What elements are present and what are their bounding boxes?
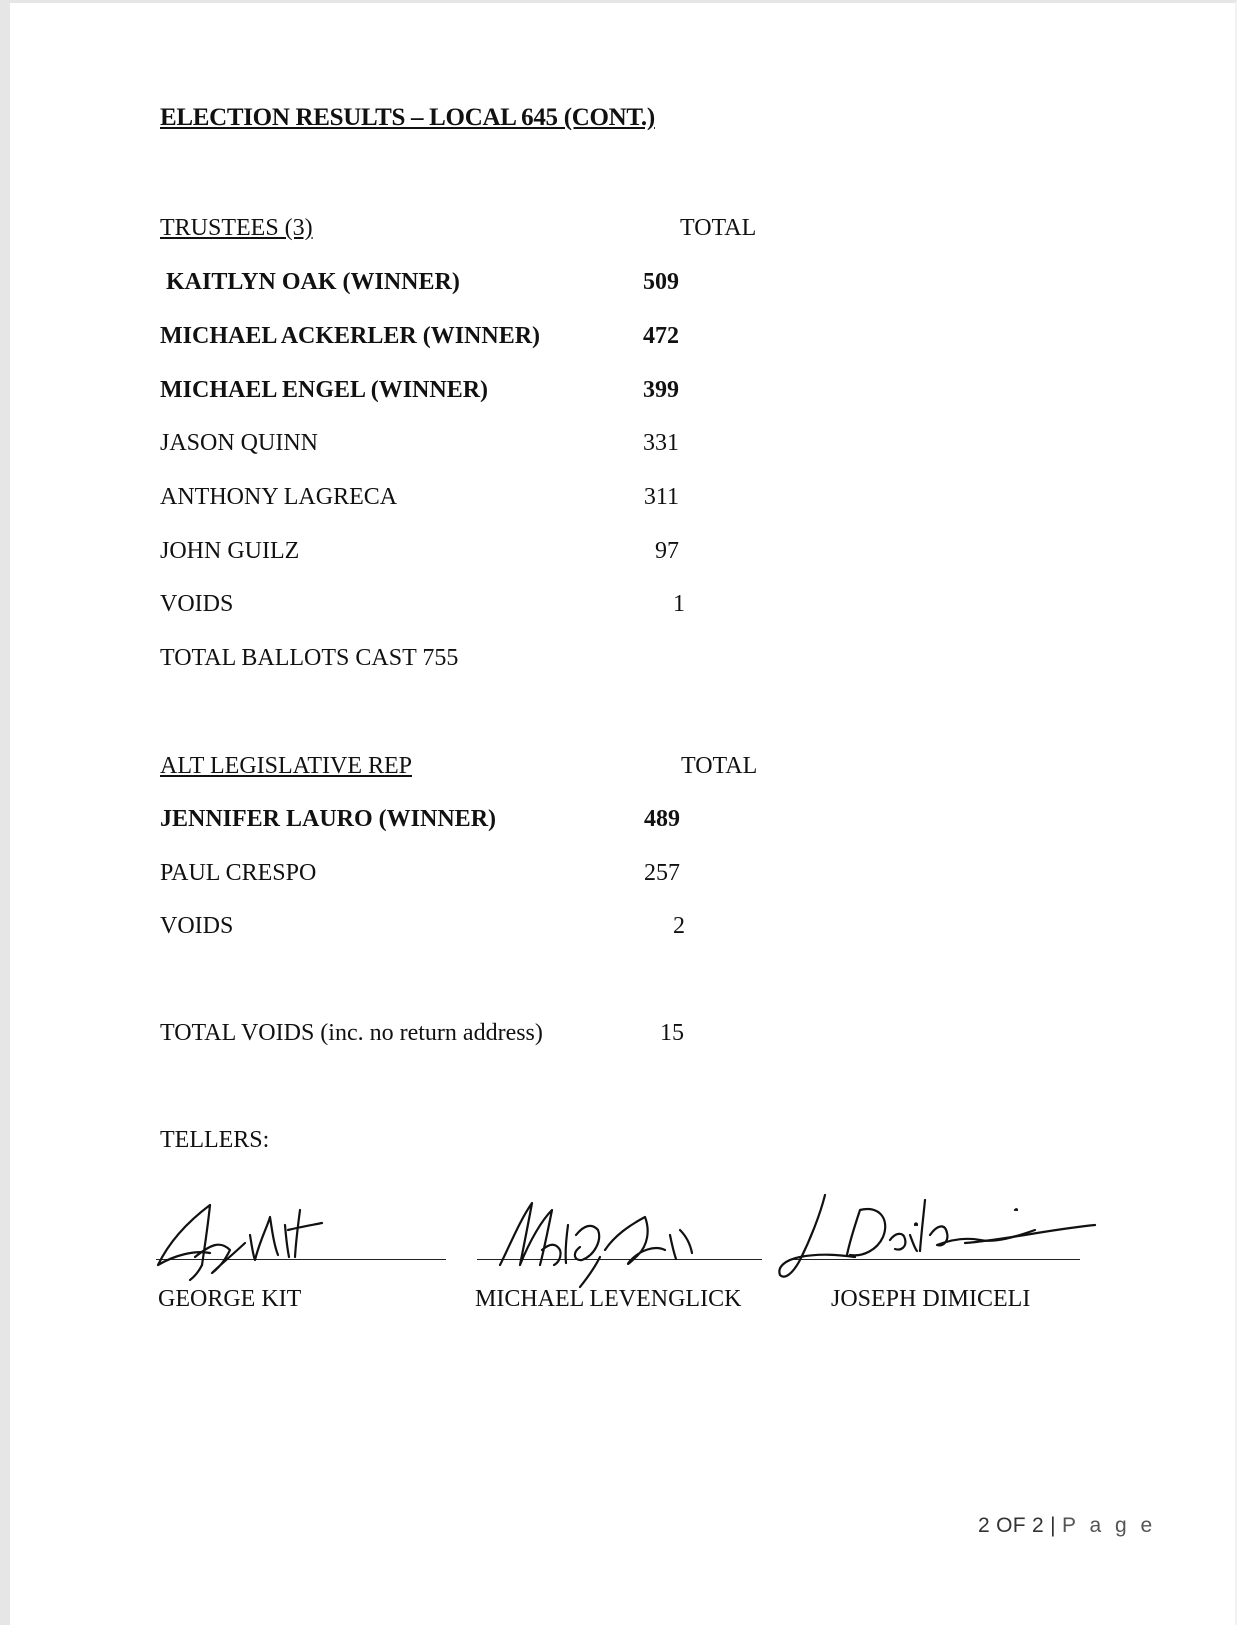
tellers-label: TELLERS: xyxy=(160,1127,270,1153)
trustees-total-header: TOTAL xyxy=(680,215,757,241)
signature-joseph-dimiceli xyxy=(765,1185,1115,1295)
teller-name: GEORGE KIT xyxy=(158,1286,302,1312)
total-voids-value: 15 xyxy=(660,1020,684,1046)
page-title: ELECTION RESULTS – LOCAL 645 (CONT.) xyxy=(160,104,655,131)
trustees-header: TRUSTEES (3) xyxy=(160,215,313,241)
candidate-name: JASON QUINN xyxy=(160,430,319,456)
alt-rep-header: ALT LEGISLATIVE REP xyxy=(160,753,412,779)
signature-george-kit xyxy=(150,1195,350,1285)
candidate-total: 1 xyxy=(673,591,685,617)
candidate-name: MICHAEL ENGEL (WINNER) xyxy=(160,377,489,403)
candidate-total: 472 xyxy=(643,323,679,349)
candidate-total: 97 xyxy=(655,538,679,564)
candidate-total: 2 xyxy=(673,913,685,939)
candidate-name: PAUL CRESPO xyxy=(160,860,317,886)
footer-separator: | xyxy=(1050,1514,1056,1537)
signature-michael-levenglick xyxy=(480,1195,720,1295)
candidate-total: 399 xyxy=(643,377,679,403)
candidate-total: 489 xyxy=(644,806,680,832)
candidate-name: KAITLYN OAK (WINNER) xyxy=(166,269,460,295)
candidate-total: 257 xyxy=(644,860,680,886)
candidate-total: 509 xyxy=(643,269,679,295)
candidate-name: JENNIFER LAURO (WINNER) xyxy=(160,806,497,832)
teller-name: JOSEPH DIMICELI xyxy=(831,1286,1031,1312)
page-word: P a g e xyxy=(1062,1514,1157,1537)
candidate-name: MICHAEL ACKERLER (WINNER) xyxy=(160,323,541,349)
teller-name: MICHAEL LEVENGLICK xyxy=(475,1286,742,1312)
total-voids-label: TOTAL VOIDS (inc. no return address) xyxy=(160,1020,543,1046)
candidate-total: 311 xyxy=(643,484,679,510)
candidate-name: JOHN GUILZ xyxy=(160,538,300,564)
ballots-cast: TOTAL BALLOTS CAST 755 xyxy=(160,645,459,671)
candidate-name: VOIDS xyxy=(160,913,234,939)
alt-rep-total-header: TOTAL xyxy=(681,753,758,779)
page-footer xyxy=(978,1514,1156,1538)
candidate-total: 331 xyxy=(643,430,679,456)
candidate-name: VOIDS xyxy=(160,591,234,617)
candidate-name: ANTHONY LAGRECA xyxy=(160,484,398,510)
page-number: 2 OF 2 xyxy=(978,1514,1044,1537)
